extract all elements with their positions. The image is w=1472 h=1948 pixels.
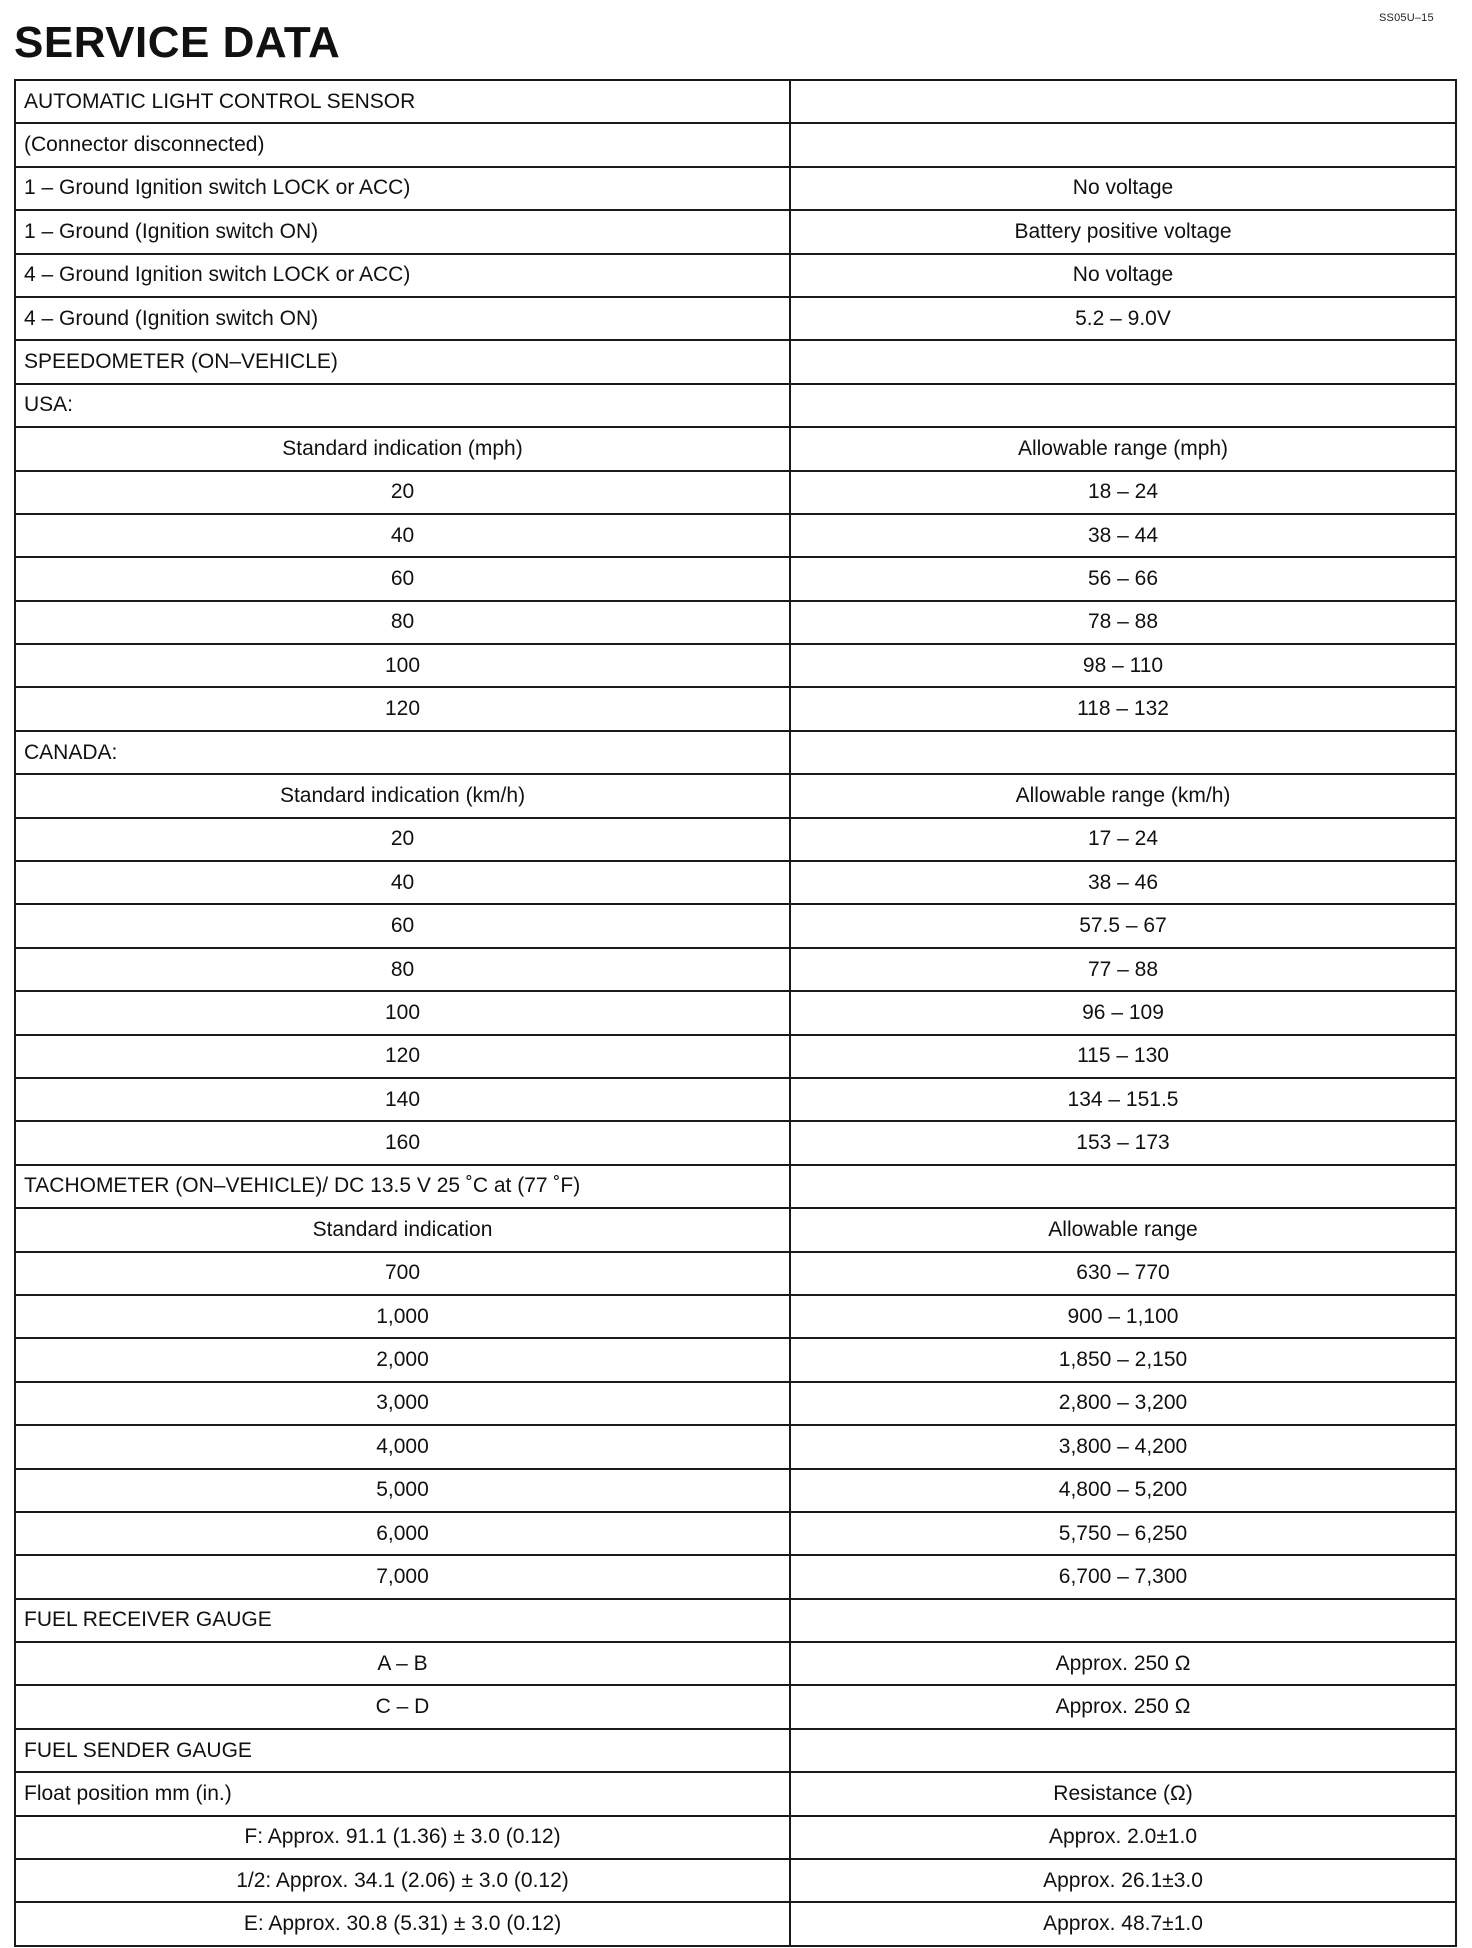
spec-value-cell: 5,750 – 6,250	[790, 1512, 1456, 1555]
table-row	[15, 254, 1456, 297]
spec-item-cell: 4 – Ground Ignition switch LOCK or ACC)	[15, 254, 790, 297]
spec-item-cell: 1,000	[15, 1295, 790, 1338]
spec-value-cell	[790, 1165, 1456, 1208]
spec-value-cell: 3,800 – 4,200	[790, 1425, 1456, 1468]
spec-value-cell: Allowable range (km/h)	[790, 774, 1456, 817]
spec-value-cell: Approx. 250 Ω	[790, 1685, 1456, 1728]
spec-value-cell: 630 – 770	[790, 1252, 1456, 1295]
spec-value-cell: Approx. 2.0±1.0	[790, 1816, 1456, 1859]
spec-item-cell: CANADA:	[15, 731, 790, 774]
table-row	[15, 774, 1456, 817]
spec-item-cell: Standard indication (km/h)	[15, 774, 790, 817]
table-row	[15, 948, 1456, 991]
spec-item-cell: 1 – Ground (Ignition switch ON)	[15, 210, 790, 253]
spec-value-cell: Allowable range (mph)	[790, 427, 1456, 470]
spec-item-cell: C – D	[15, 1685, 790, 1728]
spec-value-cell: 98 – 110	[790, 644, 1456, 687]
table-row	[15, 1165, 1456, 1208]
spec-item-cell: 60	[15, 557, 790, 600]
spec-item-cell: TACHOMETER (ON–VEHICLE)/ DC 13.5 V 25 ˚C at (77 ˚F)	[15, 1165, 790, 1208]
spec-value-cell: 78 – 88	[790, 601, 1456, 644]
spec-value-cell: Approx. 250 Ω	[790, 1642, 1456, 1685]
spec-value-cell: Allowable range	[790, 1208, 1456, 1251]
page-title: SERVICE DATA	[14, 18, 341, 67]
table-row	[15, 557, 1456, 600]
spec-value-cell: 96 – 109	[790, 991, 1456, 1034]
spec-item-cell: 80	[15, 601, 790, 644]
spec-item-cell: Standard indication (mph)	[15, 427, 790, 470]
spec-item-cell: USA:	[15, 384, 790, 427]
spec-item-cell: 100	[15, 644, 790, 687]
table-row	[15, 1208, 1456, 1251]
spec-value-cell	[790, 80, 1456, 123]
spec-item-cell: 20	[15, 818, 790, 861]
spec-item-cell: 700	[15, 1252, 790, 1295]
spec-value-cell: 18 – 24	[790, 471, 1456, 514]
service-data-table	[14, 79, 1457, 1947]
table-row	[15, 1729, 1456, 1772]
spec-item-cell: (Connector disconnected)	[15, 123, 790, 166]
table-row	[15, 861, 1456, 904]
table-row	[15, 1642, 1456, 1685]
spec-item-cell: A – B	[15, 1642, 790, 1685]
table-row	[15, 991, 1456, 1034]
table-row	[15, 1816, 1456, 1859]
spec-item-cell: 1 – Ground Ignition switch LOCK or ACC)	[15, 167, 790, 210]
table-row	[15, 1121, 1456, 1164]
spec-item-cell: FUEL RECEIVER GAUGE	[15, 1599, 790, 1642]
table-row	[15, 1035, 1456, 1078]
table-row	[15, 904, 1456, 947]
spec-value-cell: 5.2 – 9.0V	[790, 297, 1456, 340]
spec-value-cell: 57.5 – 67	[790, 904, 1456, 947]
table-row	[15, 80, 1456, 123]
spec-value-cell: 6,700 – 7,300	[790, 1555, 1456, 1598]
table-row	[15, 1078, 1456, 1121]
table-row	[15, 1599, 1456, 1642]
spec-value-cell: 56 – 66	[790, 557, 1456, 600]
table-row	[15, 1512, 1456, 1555]
spec-value-cell: 153 – 173	[790, 1121, 1456, 1164]
spec-value-cell: 38 – 46	[790, 861, 1456, 904]
document-code: SS05U–15	[1379, 12, 1434, 24]
spec-item-cell: AUTOMATIC LIGHT CONTROL SENSOR	[15, 80, 790, 123]
spec-item-cell: F: Approx. 91.1 (1.36) ± 3.0 (0.12)	[15, 1816, 790, 1859]
spec-item-cell: 100	[15, 991, 790, 1034]
spec-value-cell: Approx. 26.1±3.0	[790, 1859, 1456, 1902]
spec-value-cell	[790, 1729, 1456, 1772]
table-row	[15, 1859, 1456, 1902]
spec-item-cell: 140	[15, 1078, 790, 1121]
table-row	[15, 687, 1456, 730]
spec-value-cell: No voltage	[790, 167, 1456, 210]
spec-value-cell: 115 – 130	[790, 1035, 1456, 1078]
table-row	[15, 1555, 1456, 1598]
table-row	[15, 1469, 1456, 1512]
spec-value-cell: 77 – 88	[790, 948, 1456, 991]
spec-item-cell: 20	[15, 471, 790, 514]
spec-item-cell: 4,000	[15, 1425, 790, 1468]
spec-item-cell: 7,000	[15, 1555, 790, 1598]
spec-item-cell: 40	[15, 861, 790, 904]
table-row	[15, 1252, 1456, 1295]
spec-item-cell: 80	[15, 948, 790, 991]
table-row	[15, 427, 1456, 470]
table-row	[15, 644, 1456, 687]
spec-value-cell: Approx. 48.7±1.0	[790, 1902, 1456, 1945]
spec-item-cell: 160	[15, 1121, 790, 1164]
spec-item-cell: Standard indication	[15, 1208, 790, 1251]
spec-value-cell: 2,800 – 3,200	[790, 1382, 1456, 1425]
spec-item-cell: FUEL SENDER GAUGE	[15, 1729, 790, 1772]
spec-item-cell: 60	[15, 904, 790, 947]
spec-item-cell: 3,000	[15, 1382, 790, 1425]
spec-value-cell	[790, 340, 1456, 383]
spec-item-cell: 40	[15, 514, 790, 557]
spec-value-cell: 38 – 44	[790, 514, 1456, 557]
spec-value-cell: 118 – 132	[790, 687, 1456, 730]
table-row	[15, 297, 1456, 340]
spec-item-cell: 120	[15, 1035, 790, 1078]
spec-value-cell	[790, 384, 1456, 427]
spec-value-cell: Resistance (Ω)	[790, 1772, 1456, 1815]
table-row	[15, 1772, 1456, 1815]
table-row	[15, 384, 1456, 427]
table-row	[15, 1902, 1456, 1945]
spec-value-cell	[790, 123, 1456, 166]
spec-value-cell: 134 – 151.5	[790, 1078, 1456, 1121]
spec-item-cell: 120	[15, 687, 790, 730]
spec-value-cell: Battery positive voltage	[790, 210, 1456, 253]
table-body	[15, 80, 1456, 1946]
spec-item-cell: Float position mm (in.)	[15, 1772, 790, 1815]
spec-item-cell: 4 – Ground (Ignition switch ON)	[15, 297, 790, 340]
table-row	[15, 1382, 1456, 1425]
table-row	[15, 167, 1456, 210]
spec-value-cell	[790, 1599, 1456, 1642]
spec-value-cell	[790, 731, 1456, 774]
spec-item-cell: 5,000	[15, 1469, 790, 1512]
table-row	[15, 123, 1456, 166]
table-row	[15, 601, 1456, 644]
spec-value-cell: No voltage	[790, 254, 1456, 297]
spec-value-cell: 17 – 24	[790, 818, 1456, 861]
table-row	[15, 818, 1456, 861]
table-row	[15, 731, 1456, 774]
table-row	[15, 210, 1456, 253]
spec-item-cell: E: Approx. 30.8 (5.31) ± 3.0 (0.12)	[15, 1902, 790, 1945]
table-row	[15, 1425, 1456, 1468]
table-row	[15, 471, 1456, 514]
table-row	[15, 514, 1456, 557]
table-row	[15, 1685, 1456, 1728]
spec-item-cell: SPEEDOMETER (ON–VEHICLE)	[15, 340, 790, 383]
table-row	[15, 1338, 1456, 1381]
spec-item-cell: 2,000	[15, 1338, 790, 1381]
table-row	[15, 1295, 1456, 1338]
spec-item-cell: 6,000	[15, 1512, 790, 1555]
table-row	[15, 340, 1456, 383]
spec-item-cell: 1/2: Approx. 34.1 (2.06) ± 3.0 (0.12)	[15, 1859, 790, 1902]
spec-value-cell: 4,800 – 5,200	[790, 1469, 1456, 1512]
spec-value-cell: 900 – 1,100	[790, 1295, 1456, 1338]
spec-value-cell: 1,850 – 2,150	[790, 1338, 1456, 1381]
